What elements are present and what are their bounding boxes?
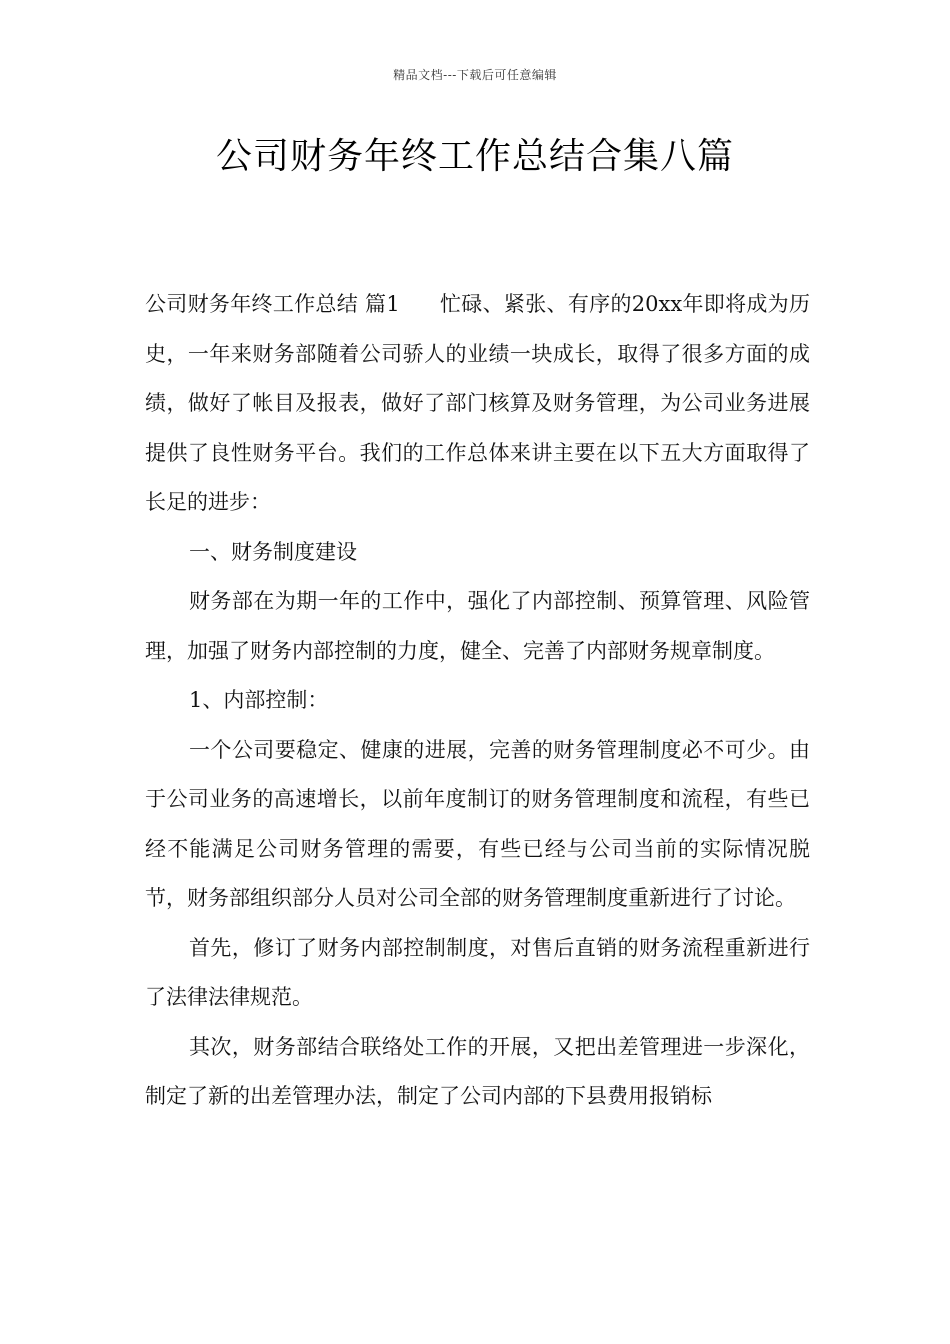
paragraph: 财务部在为期一年的工作中，强化了内部控制、预算管理、风险管理，加强了财务内部控制的力度，健全、完善了内部财务规章制度。 [145, 589, 810, 663]
paragraph-intro [145, 280, 810, 528]
paragraph: 一个公司要稳定、健康的进展，完善的财务管理制度必不可少。由于公司业务的高速增长，以前年度制订的财务管理制度和流程，有些已经不能满足公司财务管理的需要，有些已经与公司当前的实际情况脱节，财务部组织部分人员对公司全部的财务管理制度重新进行了讨论。 [145, 737, 810, 910]
heading-finance-system: 一、财务制度建设 [189, 539, 357, 564]
paragraph: 首先，修订了财务内部控制制度，对售后直销的财务流程重新进行了法律法律规范。 [145, 935, 810, 1009]
section-label: 公司财务年终工作总结 篇1 [145, 292, 400, 316]
header-note: 精品文档---下载后可任意编辑 [393, 68, 557, 82]
document-body [145, 280, 810, 1122]
heading-internal-control: 1、内部控制： [189, 688, 329, 712]
paragraph-text: 忙碌、紧张、有序的20xx年即将成为历史，一年来财务部随着公司骄人的业绩一块成长，取得了很多方面的成绩，做好了帐目及报表，做好了部门核算及财务管理，为公司业务进展提供了良性财务平台。我们的工作总体来讲主要在以下五大方面取得了长足的进步： [145, 292, 810, 514]
document-title: 公司财务年终工作总结合集八篇 [215, 136, 734, 177]
paragraph: 其次，财务部结合联络处工作的开展，又把出差管理进一步深化，制定了新的出差管理办法，制定了公司内部的下县费用报销标 [145, 1034, 810, 1108]
